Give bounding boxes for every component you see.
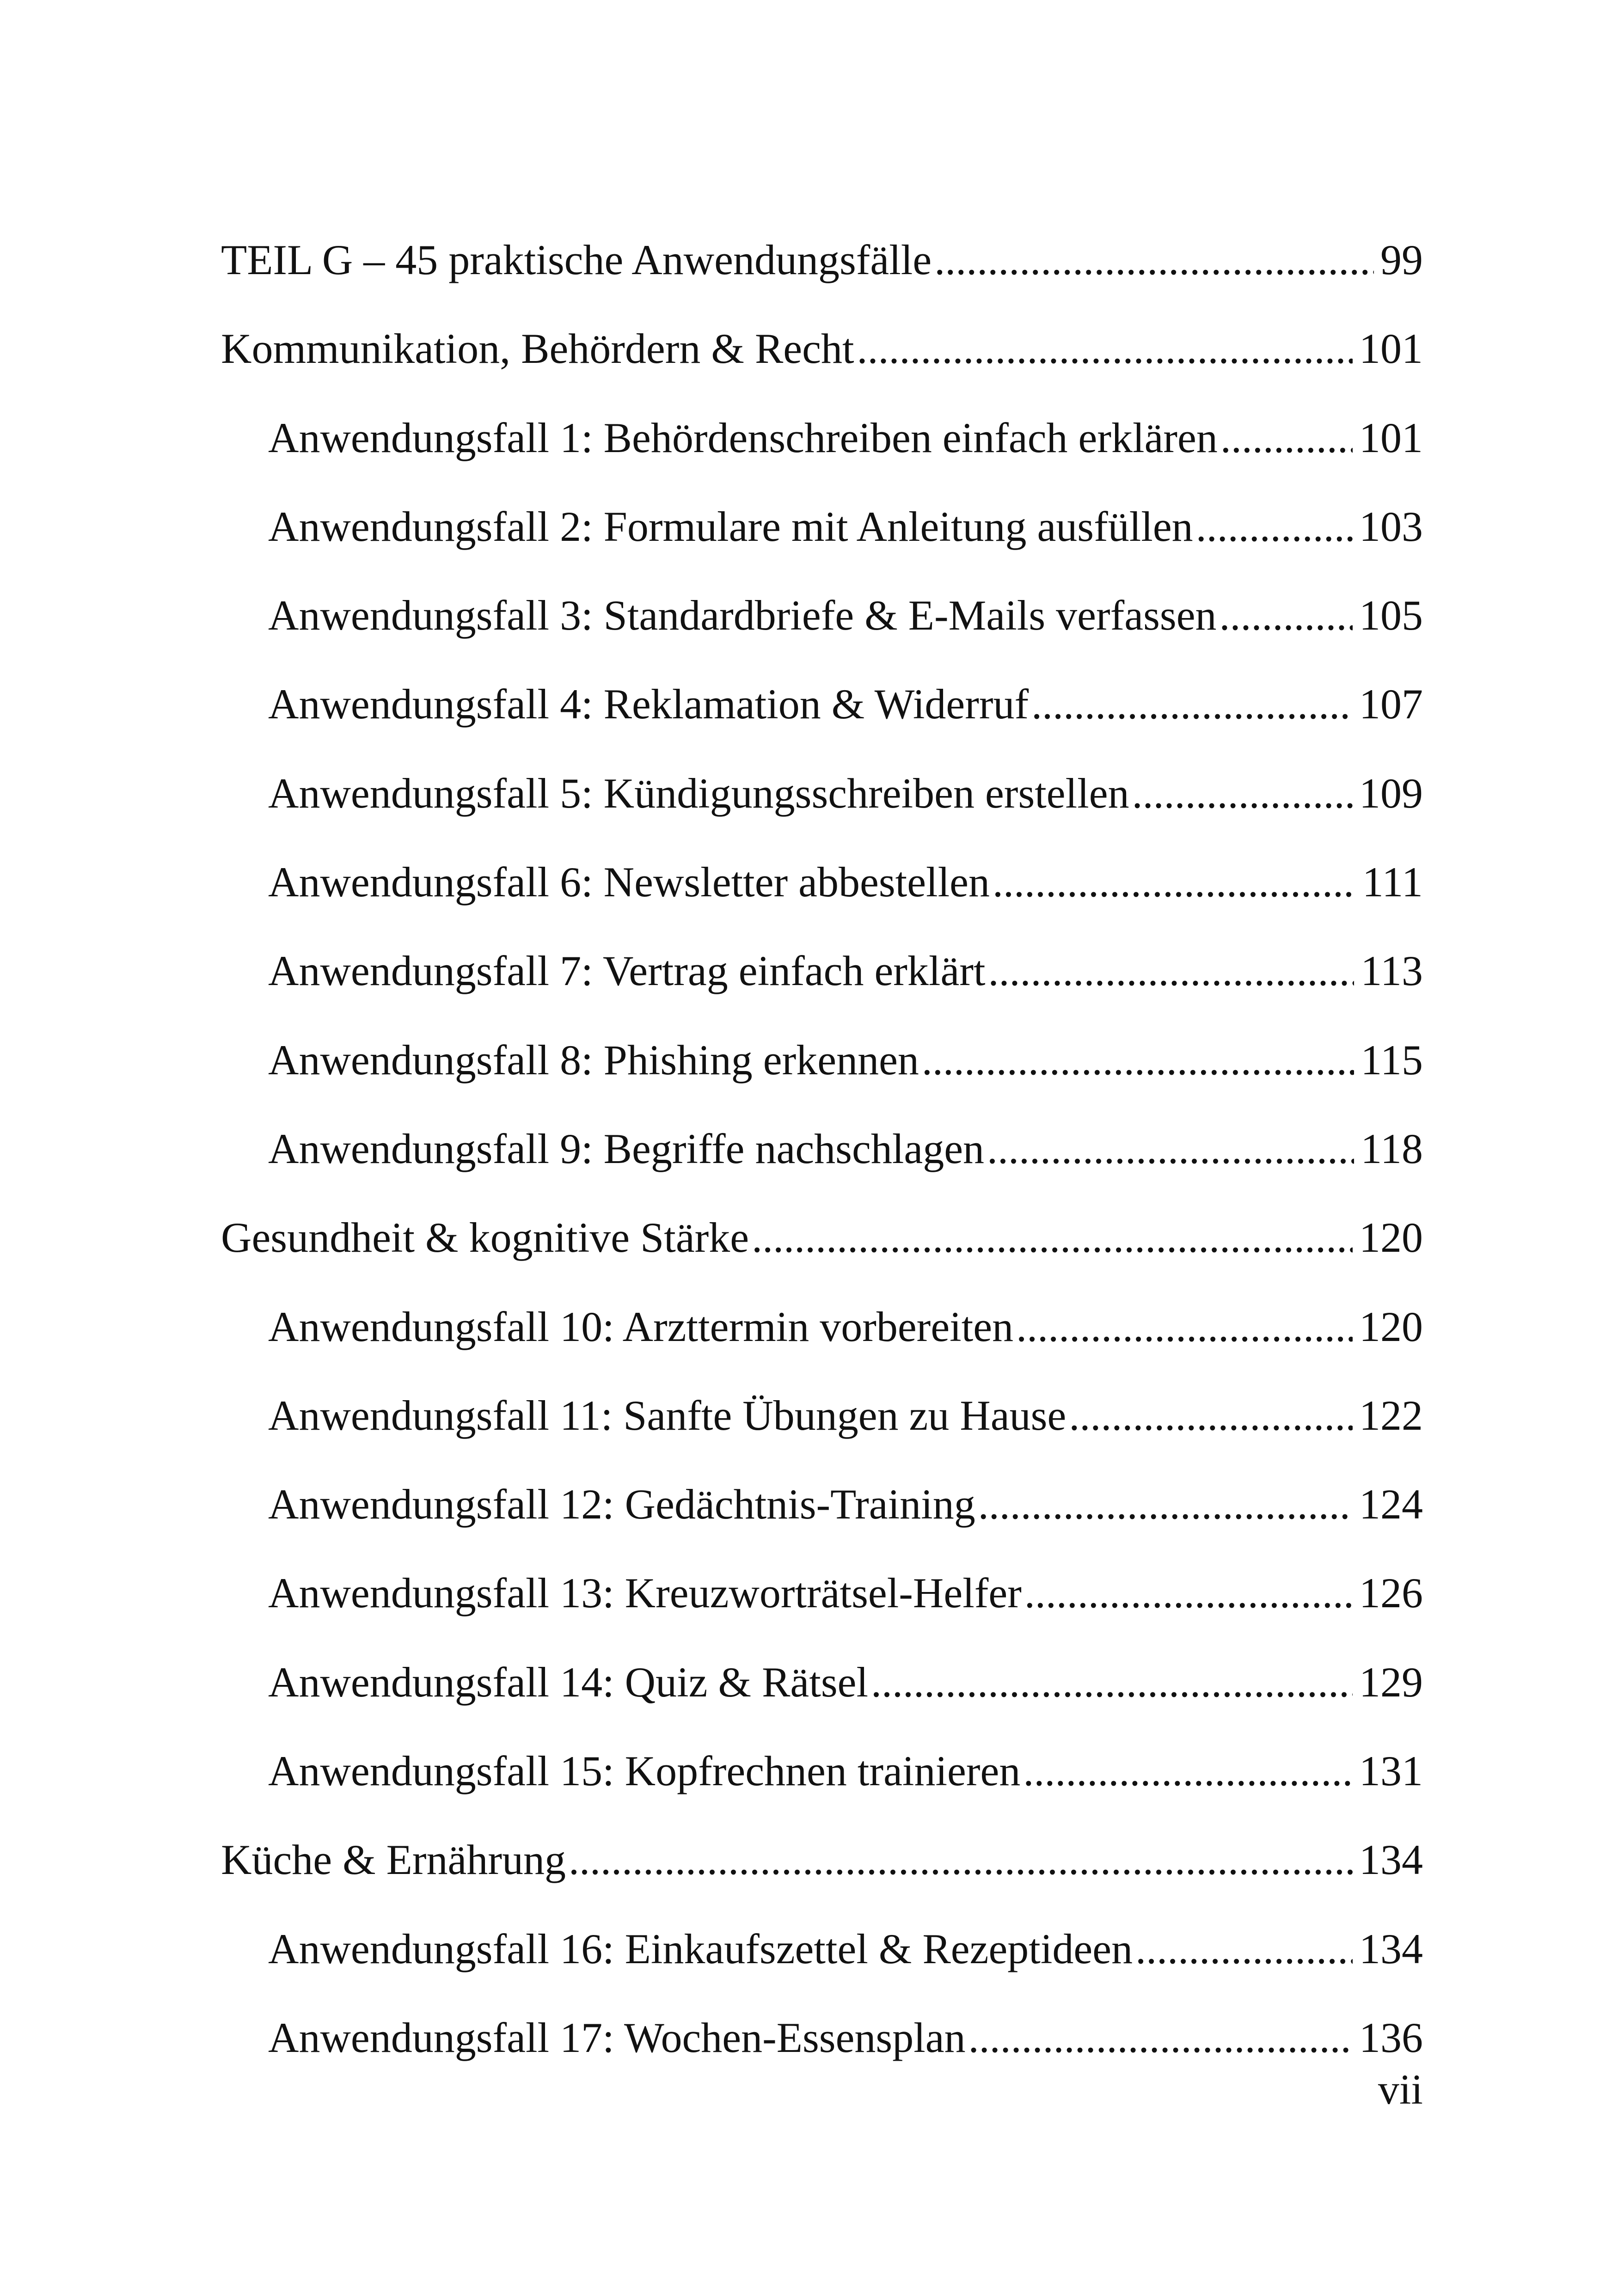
toc-entry-title: Küche & Ernährung [221,1836,566,1884]
toc-dot-leader [988,926,1354,1015]
toc-entry-use-case-8[interactable] [221,1016,1423,1104]
toc-entry-page: 101 [1359,325,1423,373]
toc-dot-leader [968,1993,1353,2082]
toc-entry-title: Anwendungsfall 15: Kopfrechnen trainieren [268,1747,1021,1795]
toc-entry-use-case-15[interactable] [221,1727,1423,1815]
toc-entry-use-case-13[interactable] [221,1549,1423,1637]
toc-entry-kueche[interactable] [221,1815,1423,1904]
toc-entry-title: Anwendungsfall 16: Einkaufszettel & Rezeptideen [268,1925,1133,1972]
toc-entry-page: 109 [1359,769,1423,817]
toc-entry-page: 124 [1359,1481,1423,1528]
toc-entry-page: 111 [1362,858,1423,906]
toc-dot-leader [857,304,1353,393]
toc-entry-page: 136 [1359,2014,1423,2061]
toc-entry-page: 131 [1359,1747,1423,1795]
toc-entry-title: Anwendungsfall 2: Formulare mit Anleitung ausfüllen [268,502,1193,550]
toc-dot-leader [1220,571,1353,660]
toc-entry-page: 115 [1361,1036,1423,1084]
toc-entry-page: 101 [1359,414,1423,461]
toc-entry-use-case-14[interactable] [221,1638,1423,1727]
toc-entry-page: 126 [1359,1569,1423,1617]
toc-entry-title: Gesundheit & kognitive Stärke [221,1214,749,1261]
toc-dot-leader [1132,749,1353,838]
toc-entry-title: Anwendungsfall 4: Reklamation & Widerruf [268,680,1029,728]
toc-dot-leader [987,1104,1354,1193]
toc-entry-page: 105 [1359,592,1423,639]
toc-dot-leader [871,1638,1353,1727]
toc-entry-page: 113 [1361,947,1423,995]
toc-entry-use-case-16[interactable] [221,1904,1423,1993]
toc-entry-page: 120 [1359,1303,1423,1350]
toc-entry-page: 103 [1359,502,1423,550]
toc-entry-use-case-6[interactable] [221,838,1423,926]
toc-entry-title: Anwendungsfall 11: Sanfte Übungen zu Hause [268,1391,1066,1439]
toc-entry-title: Anwendungsfall 12: Gedächtnis-Training [268,1481,975,1528]
toc-entry-page: 99 [1380,236,1423,283]
toc-entry-title: Anwendungsfall 7: Vertrag einfach erklärt [268,947,986,995]
toc-entry-use-case-4[interactable] [221,660,1423,748]
toc-entry-use-case-12[interactable] [221,1460,1423,1549]
toc-dot-leader [752,1193,1353,1282]
toc-dot-leader [993,838,1356,926]
toc-entry-title: Anwendungsfall 9: Begriffe nachschlagen [268,1125,985,1172]
toc-dot-leader [1220,393,1353,482]
toc-entry-page: 129 [1359,1658,1423,1706]
toc-entry-use-case-11[interactable] [221,1371,1423,1460]
toc-entry-title: Anwendungsfall 3: Standardbriefe & E-Mails verfassen [268,592,1217,639]
toc-entry-use-case-7[interactable] [221,926,1423,1015]
toc-dot-leader [1196,482,1353,571]
toc-entry-page: 118 [1361,1125,1423,1172]
toc-dot-leader [1135,1904,1353,1993]
toc-entry-title: Anwendungsfall 6: Newsletter abbestellen [268,858,990,906]
toc-dot-leader [922,1016,1354,1104]
toc-entry-page: 120 [1359,1214,1423,1261]
toc-entry-use-case-9[interactable] [221,1104,1423,1193]
toc-entry-title: Anwendungsfall 14: Quiz & Rätsel [268,1658,869,1706]
toc-entry-page: 134 [1359,1925,1423,1972]
toc-entry-use-case-1[interactable] [221,393,1423,482]
toc-entry-use-case-2[interactable] [221,482,1423,571]
toc-entry-title: Anwendungsfall 1: Behördenschreiben einfach erklären [268,414,1218,461]
toc-entry-title: Kommunikation, Behördern & Recht [221,325,854,373]
toc-entry-title: Anwendungsfall 8: Phishing erkennen [268,1036,919,1084]
toc-entry-teil-g[interactable] [221,215,1423,304]
toc-entry-title: Anwendungsfall 13: Kreuzworträtsel-Helfer [268,1569,1022,1617]
toc-entry-title: Anwendungsfall 17: Wochen-Essensplan [268,2014,966,2061]
toc-entry-page: 107 [1359,680,1423,728]
toc-dot-leader [1016,1282,1353,1371]
toc-entry-kommunikation[interactable] [221,304,1423,393]
toc-entry-title: Anwendungsfall 5: Kündigungsschreiben erstellen [268,769,1129,817]
page-number: vii [1378,2066,1423,2113]
toc-dot-leader [1023,1727,1353,1815]
toc-dot-leader [1024,1549,1353,1637]
toc-entry-use-case-17[interactable] [221,1993,1423,2082]
toc-entry-use-case-10[interactable] [221,1282,1423,1371]
toc-dot-leader [1031,660,1353,748]
toc-dot-leader [978,1460,1353,1549]
toc-entry-use-case-3[interactable] [221,571,1423,660]
toc-dot-leader [934,215,1374,304]
toc-entry-title: TEIL G – 45 praktische Anwendungsfälle [221,236,932,283]
toc-entry-gesundheit[interactable] [221,1193,1423,1282]
toc-entry-page: 134 [1359,1836,1423,1884]
toc-entry-page: 122 [1359,1391,1423,1439]
toc-dot-leader [1069,1371,1353,1460]
table-of-contents [221,215,1423,2082]
toc-dot-leader [569,1815,1353,1904]
toc-entry-title: Anwendungsfall 10: Arzttermin vorbereiten [268,1303,1014,1350]
toc-entry-use-case-5[interactable] [221,749,1423,838]
